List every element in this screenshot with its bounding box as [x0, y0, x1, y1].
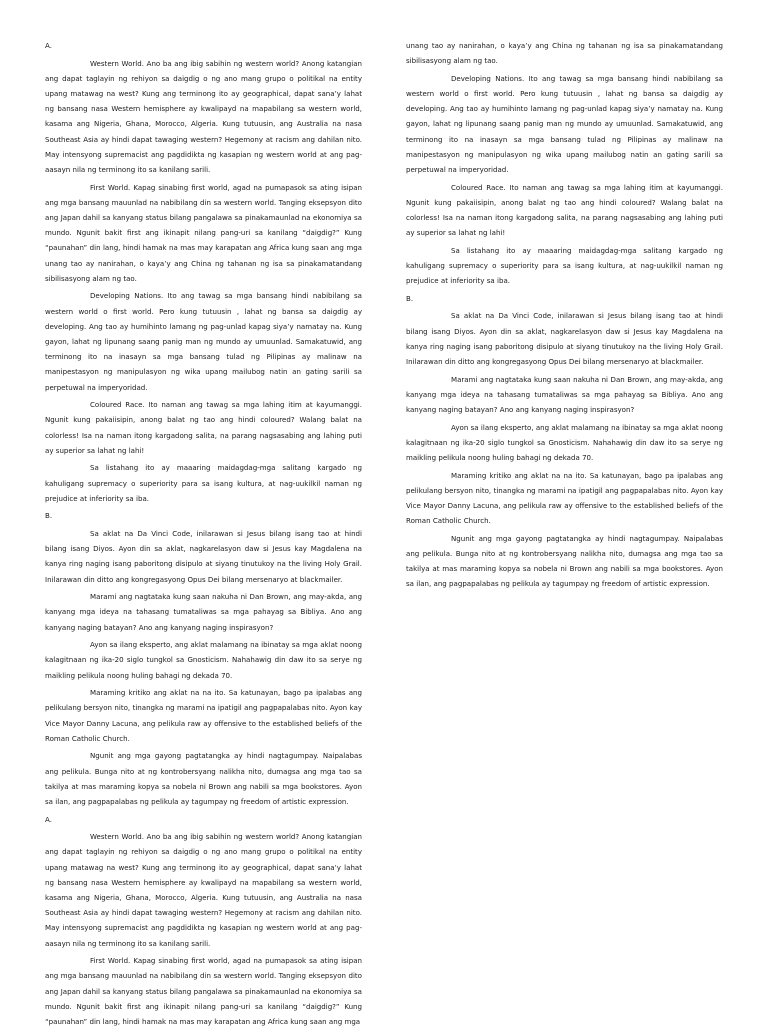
paragraph: Marami ang nagtataka kung saan nakuha ni Dan Brown, ang may-akda, ang kanyang mga ideya na tahasang tumataliwas sa mga pahayag sa Bibliya. Ano ang kanyang naging batayan? Ano ang kanyang naging inspirasyon? — [45, 592, 362, 632]
left-text-column — [45, 38, 362, 1032]
paragraph: Ayon sa ilang eksperto, ang aklat malamang na ibinatay sa mga aklat noong kalagitnaan ng ika-20 siglo tungkol sa Gnosticism. Nahahawig din daw ito sa serye ng maikling pelikula noong huling bahagi ng dekada 70. — [406, 422, 723, 463]
paragraph: Coloured Race. Ito naman ang tawag sa mga lahing itim at kayumanggi. Ngunit kung pakaiisipin, anong balat ng tao ang hindi coloured? Walang balat na colorless! Isa na naman itong kargadong salita, na parang nagsasabing ang lahing puti ay superior sa lahat ng lahi! — [45, 400, 362, 455]
section-label: A. — [45, 814, 52, 824]
paragraph: Maraming kritiko ang aklat na na ito. Sa katunayan, bago pa ipalabas ang pelikulang bersyon nito, tinangka ng marami na ipatigil ang pagpapalabas nito. Ayon kay Vice Mayor Danny Lacuna, ang pelikula raw ay offensive to the established beliefs of the Roman Catholic Church. — [406, 470, 723, 526]
paragraph: First World. Kapag sinabing first world, agad na pumapasok sa ating isipan ang mga bansang mauunlad na nabibilang din sa western world. Tanging eksepsyon dito ang Japan dahil sa kanyang status bilang pangalawa sa pinakamaunlad na ekonomiya sa mundo. Ngunit bakit first ang ikinapit nilang pang-uri sa kanilang “daigdig?” Kung “paunahan” din lang, hindi hamak na mas may karapatan ang Africa kung saan ang mga — [45, 956, 362, 1027]
paragraph: Coloured Race. Ito naman ang tawag sa mga lahing itim at kayumanggi. Ngunit kung pakaiisipin, anong balat ng tao ang hindi coloured? Walang balat na colorless! Isa na naman itong kargadong salita, na parang nagsasabing ang lahing puti ay superior sa lahat ng lahi! — [406, 182, 723, 238]
paragraph: Sa aklat na Da Vinci Code, inilarawan si Jesus bilang isang tao at hindi bilang isang Diyos. Ayon din sa aklat, nagkarelasyon daw si Jesus kay Magdalena na kanya ring naging isang paboritong disipulo at siyang tinutukoy na the living Holy Grail. Inilarawan din ditto ang kongregasyong Opus Dei bilang mersenaryo at blackmailer. — [45, 529, 362, 584]
section-label: B. — [406, 293, 414, 303]
paragraph: Developing Nations. Ito ang tawag sa mga bansang hindi nabibilang sa western world o first world. Pero kung tutuusin , lahat ng bansa sa daigdig ay developing. Ang tao ay humihinto lamang ng pag-unlad kapag siya’y namatay na. Kung gayon, lahat ng lipunang saang panig man ng mundo ay umuunlad. Samakatuwid, ang terminong ito na inasayn sa mga bansang tulad ng Pilipinas ay malinaw na manipestasyon ng manipulasyon ng wika upang mailubog natin an gating sarili sa perpetuwal na imperyoridad. — [45, 291, 362, 392]
continued-paragraph: unang tao ay nanirahan, o kaya’y ang China ng tahanan ng isa sa pinakamatandang sibilisasyong alam ng tao. — [406, 41, 723, 66]
section-label: A. — [45, 41, 52, 50]
right-text-column — [406, 38, 723, 594]
paragraph: Ayon sa ilang eksperto, ang aklat malamang na ibinatay sa mga aklat noong kalagitnaan ng ika-20 siglo tungkol sa Gnosticism. Nahahawig din daw ito sa serye ng maikling pelikula noong huling bahagi ng dekada 70. — [45, 640, 362, 680]
paragraph: Ngunit ang mga gayong pagtatangka ay hindi nagtagumpay. Naipalabas ang pelikula. Bunga nito at ng kontrobersyang nalikha nito, dumagsa ang mga tao sa takilya at mas maraming kopya sa nobela ni Brown ang nabili sa mga bookstores. Ayon sa ilan, ang pagpapalabas ng pelikula ay tagumpay ng freedom of artistic expression. — [45, 751, 362, 807]
paragraph: Sa listahang ito ay maaaring maidagdag-mga salitang kargado ng kahuligang supremacy o superiority para sa isang kultura, at nag-uukilkil naman ng prejudice at inferiority sa iba. — [45, 463, 362, 503]
paragraph: Sa listahang ito ay maaaring maidagdag-mga salitang kargado ng kahuligang supremacy o superiority para sa isang kultura, at nag-uukilkil naman ng prejudice at inferiority sa iba. — [406, 245, 723, 286]
paragraph: Western World. Ano ba ang ibig sabihin ng western world? Anong katangian ang dapat taglayin ng rehiyon sa daigdig o ng ano mang grupo o politikal na entity upang matawag na west? Kung ang terminong ito ay geographical, dapat sana’y lahat ng bansang nasa Western hemisphere ay kwalipayd na mapabilang sa western world, kasama ang Nigeria, Ghana, Morocco, Algeria. Kung tutuusin, ang Australia na nasa Southeast Asia ay hindi dapat tawaging western? Hegemony at racism ang dahilan nito. May intensyong supremacist ang pagdidikta ng kasapian ng western world at ang pag-aasayn nila ng terminong ito sa kanilang sarili. — [45, 58, 362, 175]
paragraph: First World. Kapag sinabing first world, agad na pumapasok sa ating isipan ang mga bansang mauunlad na nabibilang din sa western world. Tanging eksepsyon dito ang Japan dahil sa kanyang status bilang pangalawa sa pinakamaunlad na ekonomiya sa mundo. Ngunit bakit first ang ikinapit nilang pang-uri sa kanilang “daigdig?” Kung “paunahan” din lang, hindi hamak na mas may karapatan ang Africa kung saan ang mga unang tao ay nanirahan, o kaya’y ang China ng tahanan ng isa sa pinakamatandang sibilisasyong alam ng tao. — [45, 182, 362, 283]
paragraph: Western World. Ano ba ang ibig sabihin ng western world? Anong katangian ang dapat taglayin ng rehiyon sa daigdig o ng ano mang grupo o politikal na entity upang matawag na west? Kung ang terminong ito ay geographical, dapat sana’y lahat ng bansang nasa Western hemisphere ay kwalipayd na mapabilang sa western world, kasama ang Nigeria, Ghana, Morocco, Algeria. Kung tutuusin, ang Australia na nasa Southeast Asia ay hindi dapat tawaging western? Hegemony at racism ang dahilan nito. May intensyong supremacist ang pagdidikta ng kasapian ng western world at ang pag-aasayn nila ng terminong ito sa kanilang sarili. — [45, 832, 362, 948]
paragraph: Ngunit ang mga gayong pagtatangka ay hindi nagtagumpay. Naipalabas ang pelikula. Bunga nito at ng kontrobersyang nalikha nito, dumagsa ang mga tao sa takilya at mas maraming kopya sa nobela ni Brown ang nabili sa mga bookstores. Ayon sa ilan, ang pagpapalabas ng pelikula ay tagumpay ng freedom of artistic expression. — [406, 533, 723, 589]
section-label: B. — [45, 511, 53, 521]
paragraph: Maraming kritiko ang aklat na na ito. Sa katunayan, bago pa ipalabas ang pelikulang bersyon nito, tinangka ng marami na ipatigil ang pagpapalabas nito. Ayon kay Vice Mayor Danny Lacuna, ang pelikula raw ay offensive to the established beliefs of the Roman Catholic Church. — [45, 688, 362, 743]
paragraph: Sa aklat na Da Vinci Code, inilarawan si Jesus bilang isang tao at hindi bilang isang Diyos. Ayon din sa aklat, nagkarelasyon daw si Jesus kay Magdalena na kanya ring naging isang paboritong disipulo at siyang tinutukoy na the living Holy Grail. Inilarawan din ditto ang kongregasyong Opus Dei bilang mersenaryo at blackmailer. — [406, 311, 723, 367]
paragraph: Developing Nations. Ito ang tawag sa mga bansang hindi nabibilang sa western world o first world. Pero kung tutuusin , lahat ng bansa sa daigdig ay developing. Ang tao ay humihinto lamang ng pag-unlad kapag siya’y namatay na. Kung gayon, lahat ng lipunang saang panig man ng mundo ay umuunlad. Samakatuwid, ang terminong ito na inasayn sa mga bansang tulad ng Pilipinas ay malinaw na manipestasyon ng manipulasyon ng wika upang mailubog natin an gating sarili sa perpetuwal na imperyoridad. — [406, 73, 723, 175]
paragraph: Marami ang nagtataka kung saan nakuha ni Dan Brown, ang may-akda, ang kanyang mga ideya na tahasang tumataliwas sa mga pahayag sa Bibliya. Ano ang kanyang naging batayan? Ano ang kanyang naging inspirasyon? — [406, 374, 723, 415]
